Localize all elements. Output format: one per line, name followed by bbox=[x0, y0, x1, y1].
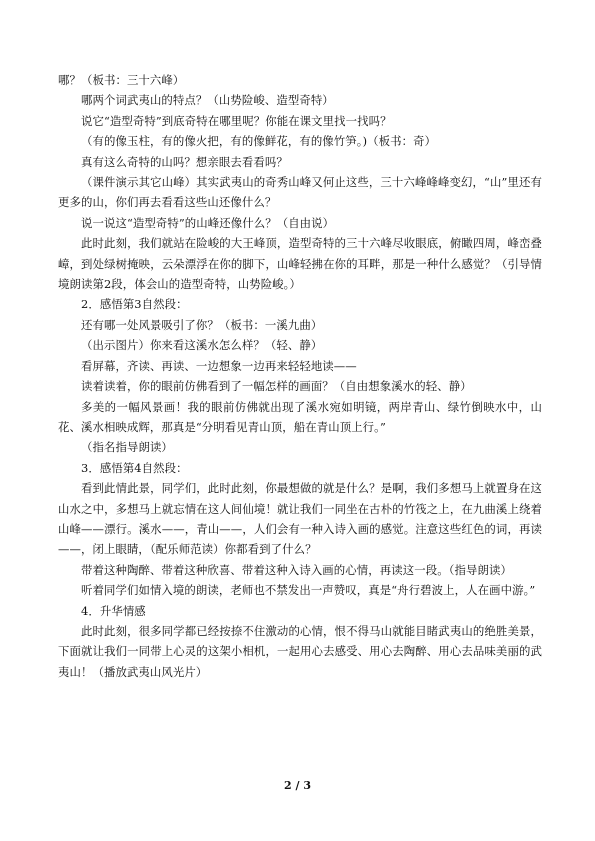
paragraph: 3．感悟第4自然段： bbox=[81, 460, 188, 475]
paragraph: 2．感悟第3自然段： bbox=[81, 297, 188, 312]
paragraph: （课件演示其它山峰）其实武夷山的奇秀山峰又何止这些，三十六峰峰峰变幻，“山”里还有更多的山，你们再去看看这些山还像什么？ bbox=[58, 175, 542, 210]
paragraph: （出示图片）你来看这溪水怎么样？（轻、静） bbox=[81, 338, 323, 353]
page-number: 2 / 3 bbox=[284, 779, 311, 792]
paragraph: 此时此刻，我们就站在险峻的大王峰顶，造型奇特的三十六峰尽收眼底，俯瞰四周，峰峦叠嶂，到处绿树掩映，云朵漂浮在你的脚下，山峰轻拂在你的耳畔，那是一种什么感觉？（引导情境朗读第2段，体会山的造型奇特，山势险峻。） bbox=[58, 236, 542, 292]
paragraph: 真有这么奇特的山吗？想亲眼去看看吗？ bbox=[81, 154, 288, 169]
paragraph: 还有哪一处风景吸引了你？（板书：一溪九曲） bbox=[81, 317, 323, 332]
paragraph: 多美的一幅风景画！我的眼前仿佛就出现了溪水宛如明镜，两岸青山、绿竹倒映水中，山花、溪水相映成辉，那真是“分明看见青山顶，船在青山顶上行。” bbox=[58, 399, 542, 434]
paragraph: 看屏幕，齐读、再读、一边想象一边再来轻轻地读—— bbox=[81, 358, 357, 373]
paragraph: 此时此刻，很多同学都已经按捺不住激动的心情，恨不得马山就能目睹武夷山的绝胜美景，下面就让我们一同带上心灵的这架小相机，一起用心去感受、用心去陶醉、用心去品味美丽的武夷山！（播放武夷山风光片） bbox=[58, 623, 542, 679]
paragraph: 看到此情此景，同学们，此时此刻，你最想做的就是什么？是啊，我们多想马上就置身在这山水之中，多想马上就忘情在这人间仙境！就让我们一同坐在古朴的竹筏之上，在九曲溪上绕着山峰——漂行。溪水——，青山——，人们会有一种入诗入画的感觉。注意这些红色的词，再读——，闭上眼睛，（配乐师范读）你都看到了什么？ bbox=[58, 481, 542, 557]
paragraph: （指名指导朗读） bbox=[81, 440, 173, 455]
paragraph: 哪？（板书：三十六峰） bbox=[58, 73, 185, 87]
paragraph: 说一说这“造型奇特”的山峰还像什么？（自由说） bbox=[81, 215, 335, 230]
paragraph: （有的像玉柱，有的像火把，有的像鲜花，有的像竹笋。)（板书：奇） bbox=[81, 134, 437, 149]
paragraph: 听着同学们如情入境的朗读，老师也不禁发出一声赞叹，真是“舟行碧波上，人在画中游。” bbox=[81, 583, 536, 598]
paragraph: 哪两个词武夷山的特点？（山势险峻、造型奇特） bbox=[81, 93, 334, 108]
paragraph: 4．升华情感 bbox=[81, 603, 146, 618]
paragraph: 带着这种陶醉、带着这种欣喜、带着这种入诗入画的心情，再读这一段。（指导朗读） bbox=[81, 562, 512, 577]
body-text bbox=[58, 70, 542, 682]
paragraph: 读着读着，你的眼前仿佛看到了一幅怎样的画面？（自由想象溪水的轻、静） bbox=[81, 379, 472, 394]
paragraph: 说它“造型奇特”到底奇特在哪里呢？你能在课文里找一找吗？ bbox=[81, 113, 392, 128]
